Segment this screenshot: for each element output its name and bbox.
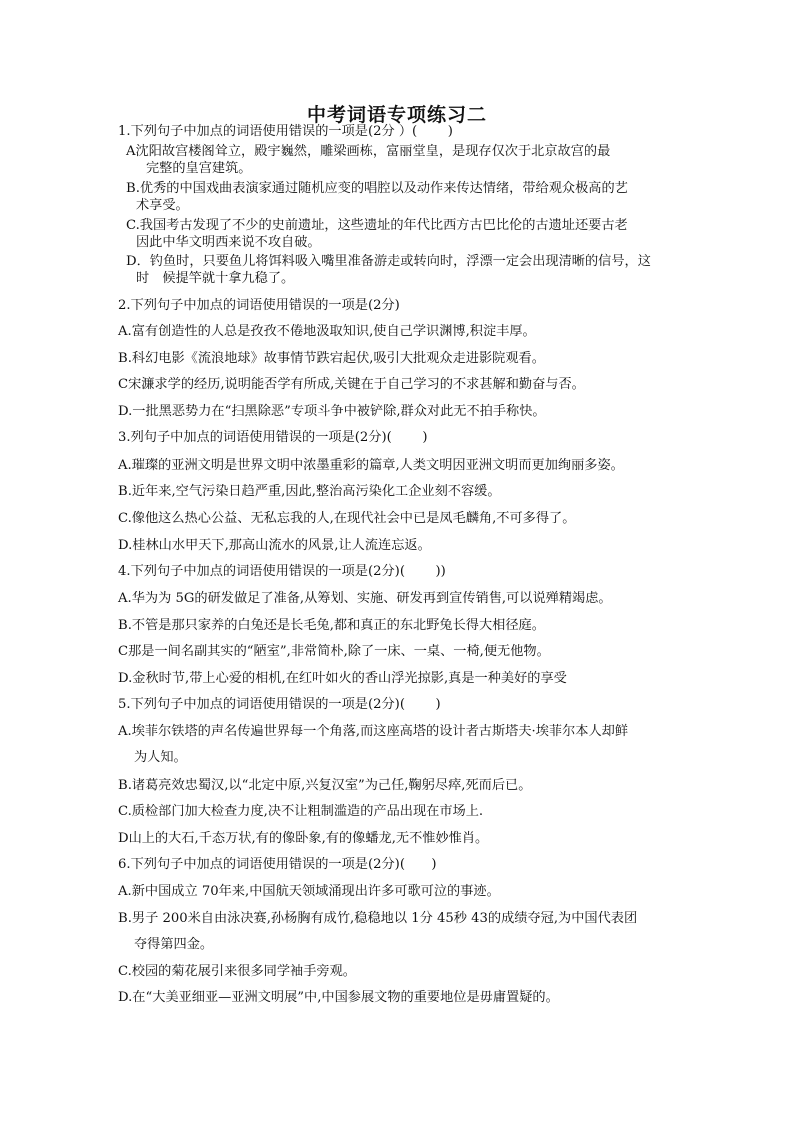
question-1-option-d-cont: 时 候提竿就十拿九稳了。	[136, 271, 295, 286]
question-5-option-b: B.诸葛亮效忠蜀汉,以“北定中原,兴复汉室”为己任,鞠躬尽瘁,死而后已。	[118, 778, 532, 793]
question-5-option-a: A.埃菲尔铁塔的声名传遍世界每一个角落,而这座高塔的设计者古斯塔夫·埃菲尔本人却鲜	[118, 724, 629, 739]
question-1-option-a-cont: 完整的皇宫建筑。	[146, 161, 252, 176]
question-3-option-d: D.桂林山水甲天下,那高山流水的风景,让人流连忘返。	[118, 538, 431, 553]
question-4-option-a: A.华为为 5G的研发做足了准备,从筹划、实施、研发再到宣传销售,可以说殚精竭虑。	[118, 591, 612, 606]
question-2-stem: 2.下列句子中加点的词语使用错误的一项是(2分)	[118, 298, 400, 313]
question-2-option-b: B.科幻电影《流浪地球》故事情节跌宕起伏,吸引大批观众走进影院观看。	[118, 351, 545, 366]
question-1-option-b-cont: 术享受。	[136, 198, 189, 213]
question-2-option-a: A.富有创造性的人总是孜孜不倦地汲取知识,使自己学识渊博,积淀丰厚。	[118, 324, 536, 339]
question-2-option-c: C宋濂求学的经历,说明能否学有所成,关键在于自己学习的不求甚解和勤奋与否。	[118, 377, 585, 392]
question-6-option-a: A.新中国成立 70年来,中国航天领域涌现出许多可歌可泣的事迹。	[118, 884, 500, 899]
question-1-option-d: D．钓鱼时，只要鱼儿将饵料吸入嘴里准备游走或转向时，浮漂一定会出现清晰的信号，这	[126, 254, 651, 269]
question-4-option-c: C那是一间名副其实的“陋室”,非常简朴,除了一床、一桌、一椅,便无他物。	[118, 644, 550, 659]
question-5-option-c: C.质检部门加大检查力度,决不让粗制滥造的产品出现在市场上.	[118, 804, 484, 819]
question-4-stem: 4.下列句子中加点的词语使用错误的一项是(2分)( ))	[118, 564, 446, 579]
question-6-stem: 6.下列句子中加点的词语使用错误的一项是(2分)( )	[118, 857, 437, 872]
question-2-option-d: D.一批黑恶势力在“扫黑除恶”专项斗争中被铲除,群众对此无不拍手称快。	[118, 404, 546, 419]
question-1-option-c: C.我国考古发现了不少的史前遗址，这些遗址的年代比西方古巴比伦的古遗址还要古老	[126, 218, 628, 233]
question-1-option-c-cont: 因此中华文明西来说不攻自破。	[136, 235, 321, 250]
question-3-option-c: C.像他这么热心公益、无私忘我的人,在现代社会中已是凤毛麟角,不可多得了。	[118, 511, 576, 526]
question-1-option-b: B.优秀的中国戏曲表演家通过随机应变的唱腔以及动作来传达情绪，带给观众极高的艺	[126, 181, 628, 196]
question-3-option-a: A.璀璨的亚洲文明是世界文明中浓墨重彩的篇章,人类文明因亚洲文明而更加绚丽多姿。	[118, 458, 624, 473]
question-4-option-b: B.不管是那只家养的白兔还是长毛兔,都和真正的东北野兔长得大相径庭。	[118, 618, 545, 633]
question-6-option-d: D.在“大美亚细亚—亚洲文明展”中,中国参展文物的重要地位是毋庸置疑的。	[118, 990, 559, 1005]
question-5-option-d: D山上的大石,千态万状,有的像卧象,有的像蟠龙,无不惟妙惟肖。	[118, 831, 489, 846]
question-4-option-d: D.金秋时节,带上心爱的相机,在红叶如火的香山浮光掠影,真是一种美好的享受	[118, 671, 567, 686]
question-6-option-b-cont: 夺得第四金。	[134, 937, 214, 952]
question-1-stem: 1.下列句子中加点的词语使用错误的一项是(2分 ）( )	[118, 124, 453, 139]
question-6-option-c: C.校园的菊花展引来很多同学袖手旁观。	[118, 964, 356, 979]
question-3-stem: 3.列句子中加点的词语使用错误的一项是(2分)( )	[118, 430, 428, 445]
question-5-option-a-cont: 为人知。	[134, 750, 187, 765]
question-1-option-a: A沈阳故宫楼阁耸立，殿宇巍然，雕梁画栋，富丽堂皇，是现存仅次于北京故宫的最	[126, 144, 611, 159]
question-6-option-b: B.男子 200米自由泳决赛,孙杨胸有成竹,稳稳地以 1分 45秒 43的成绩夺冠,为中国代表团	[118, 911, 638, 926]
question-3-option-b: B.近年来,空气污染日趋严重,因此,整治高污染化工企业刻不容缓。	[118, 484, 501, 499]
question-5-stem: 5.下列句子中加点的词语使用错误的一项是(2分)( )	[118, 697, 441, 712]
page-title: 中考词语专项练习二	[306, 104, 487, 126]
